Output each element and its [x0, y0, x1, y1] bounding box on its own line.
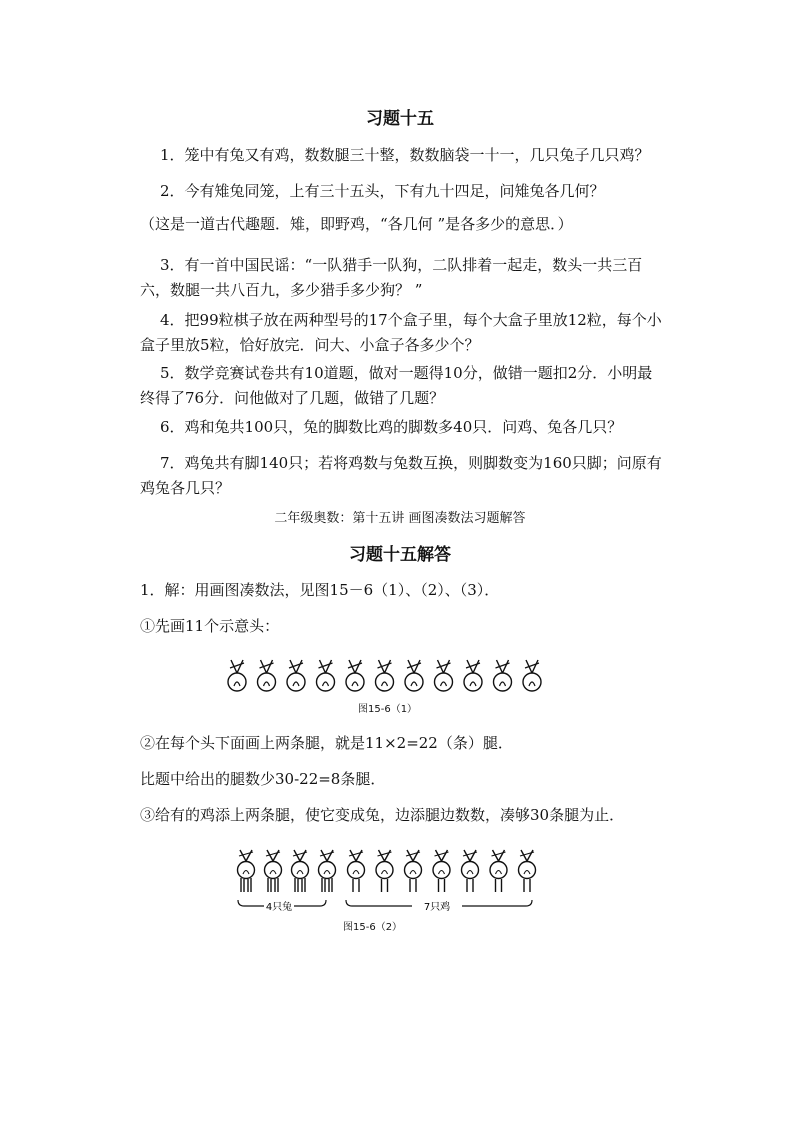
- chicken-icon: [433, 850, 450, 892]
- problem-line: 六，数腿一共八百九，多少猎手多少狗？ ”: [140, 281, 423, 299]
- chicken-icon: [519, 850, 536, 892]
- chicken-icon: [348, 850, 365, 892]
- answers-title: 习题十五解答: [349, 545, 451, 565]
- exercise-title: 习题十五: [366, 109, 434, 129]
- chicken-icon: [376, 850, 393, 892]
- answer-step-1: ①先画11个示意头：: [140, 617, 280, 635]
- problem-line: 4．把99粒棋子放在两种型号的17个盒子里，每个大盒子里放12粒，每个小: [160, 311, 662, 329]
- head-icon: [287, 660, 305, 691]
- head-icon: [346, 660, 364, 691]
- problem-line: 5．数学竞赛试卷共有10道题，做对一题得10分，做错一题扣2分．小明最: [160, 364, 653, 382]
- rabbit-icon: [319, 850, 336, 892]
- head-icon: [435, 660, 453, 691]
- chicken-icon: [405, 850, 422, 892]
- rabbit-icon: [265, 850, 282, 892]
- lecture-subheading: 二年级奥数：第十五讲 画图凑数法习题解答: [274, 511, 526, 526]
- figure-heads: [225, 654, 555, 698]
- problem-line: 盒子里放5粒，恰好放完．问大、小盒子各多少个？: [140, 336, 480, 354]
- figure-2-caption: 图15-6（2）: [343, 922, 403, 933]
- problem-line: 终得了76分．问他做对了几题，做错了几题？: [140, 389, 445, 407]
- problem-line: （这是一道古代趣题．雉，即野鸡，“各几何 ”是各多少的意思．）: [140, 215, 573, 233]
- problem-line: 7．鸡兔共有脚140只；若将鸡数与兔数互换，则脚数变为160只脚；问原有: [160, 454, 662, 472]
- chicken-icon: [490, 850, 507, 892]
- rabbit-icon: [292, 850, 309, 892]
- head-icon: [317, 660, 335, 691]
- head-icon: [258, 660, 276, 691]
- head-icon: [494, 660, 512, 691]
- answer-step-2: ②在每个头下面画上两条腿，就是11×2=22（条）腿．: [140, 734, 513, 752]
- chicken-icon: [462, 850, 479, 892]
- problem-line: 2．今有雉兔同笼，上有三十五头，下有九十四足，问雉兔各几何？: [160, 182, 605, 200]
- figure-chickens-rabbits: [234, 848, 544, 916]
- answer-step-3: 比题中给出的腿数少30-22=8条腿．: [140, 770, 386, 788]
- head-icon: [464, 660, 482, 691]
- figure-1-caption: 图15-6（1）: [358, 704, 418, 715]
- head-icon: [376, 660, 394, 691]
- rabbit-count-label: 4只兔: [265, 902, 293, 913]
- rabbit-icon: [238, 850, 255, 892]
- answer-step-intro: 1．解：用画图凑数法，见图15－6（1）、（2）、（3）．: [140, 581, 500, 599]
- answer-step-4: ③给有的鸡添上两条腿，使它变成兔，边添腿边数数，凑够30条腿为止．: [140, 806, 625, 824]
- problem-line: 鸡兔各几只？: [140, 479, 231, 497]
- head-icon: [228, 660, 246, 691]
- head-icon: [523, 660, 541, 691]
- problem-line: 6．鸡和兔共100只，兔的脚数比鸡的脚数多40只．问鸡、兔各几只？: [160, 418, 623, 436]
- problem-line: 1．笼中有兔又有鸡，数数腿三十整，数数脑袋一十一，几只兔子几只鸡？: [160, 146, 650, 164]
- problem-line: 3．有一首中国民谣：“一队猎手一队狗，二队排着一起走，数头一共三百: [160, 256, 643, 274]
- chicken-count-label: 7只鸡: [423, 902, 451, 913]
- head-icon: [405, 660, 423, 691]
